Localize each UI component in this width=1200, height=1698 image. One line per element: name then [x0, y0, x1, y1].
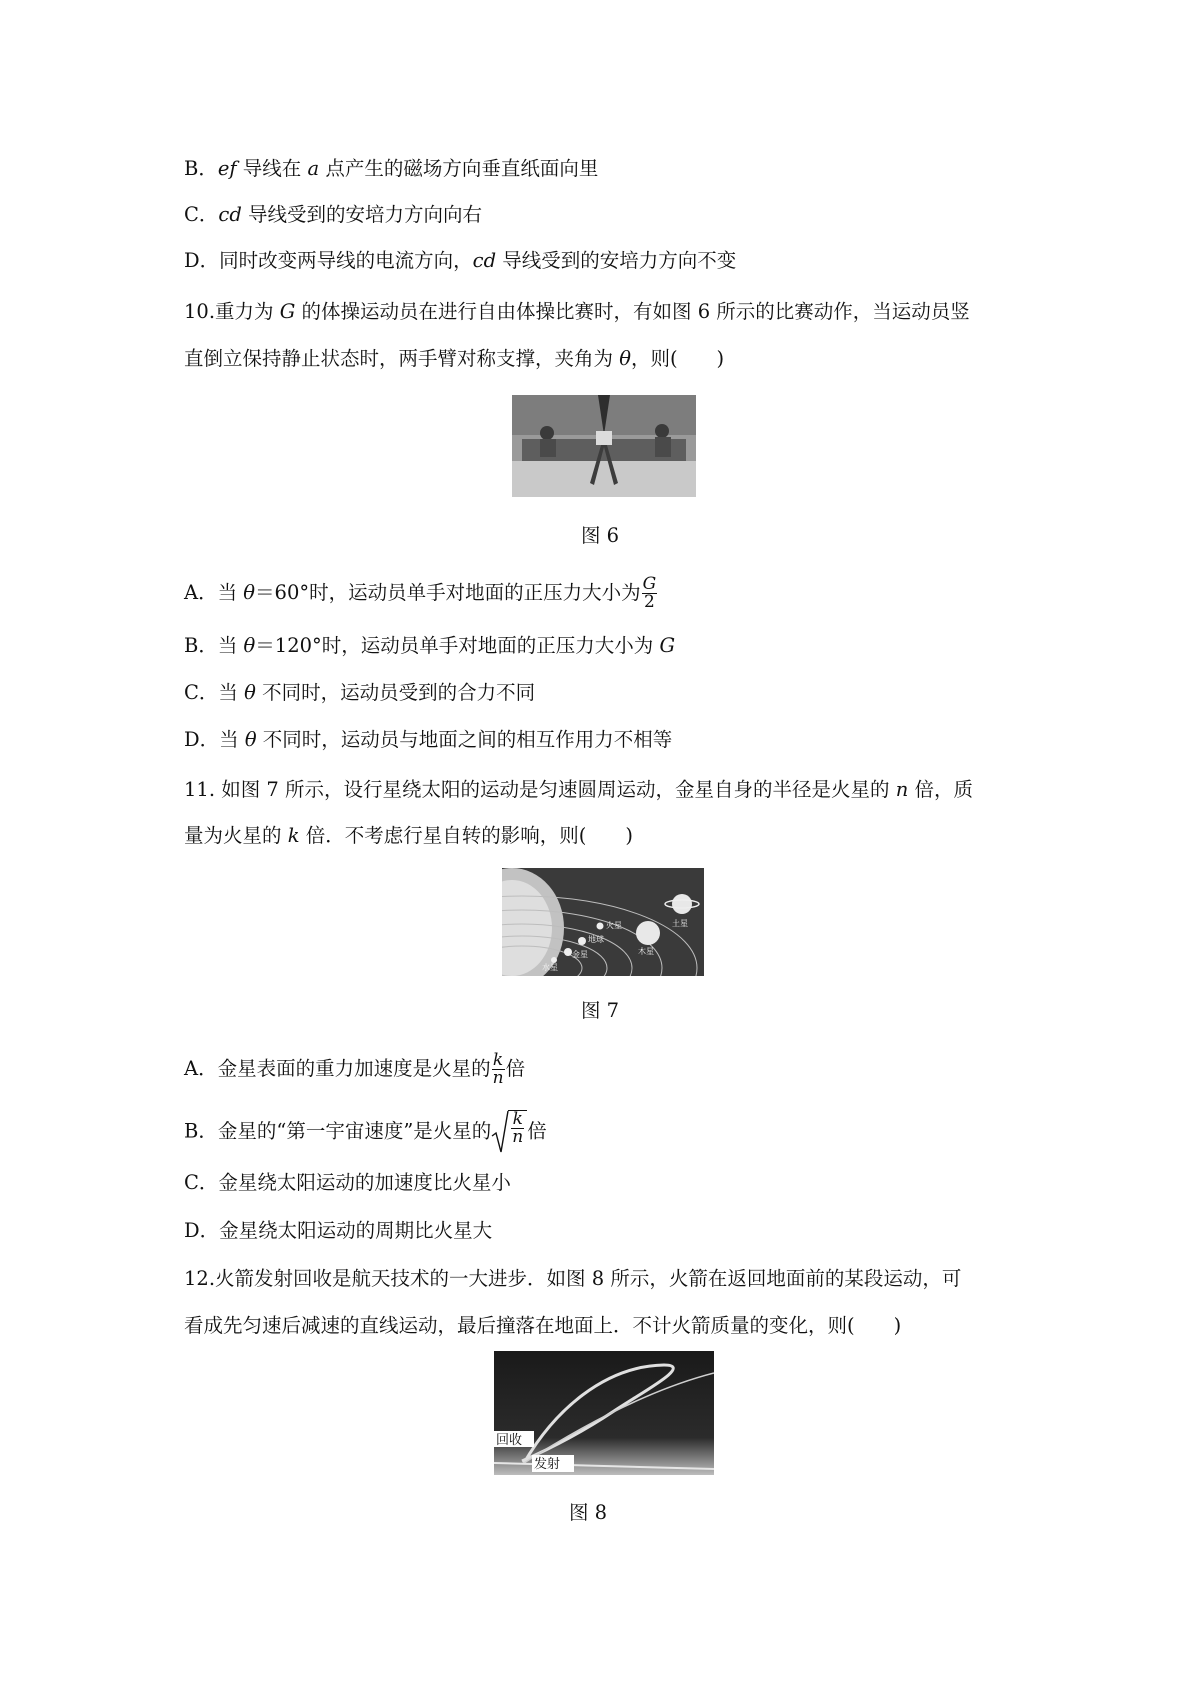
label-mercury: 水星	[542, 963, 558, 972]
label-venus: 金星	[572, 950, 588, 959]
q11-option-c: C．金星绕太阳运动的加速度比火星小	[184, 1171, 511, 1194]
figure-8-rocket-trajectory	[494, 1351, 714, 1475]
q9-option-d: D．同时改变两导线的电流方向，cd 导线受到的安培力方向不变	[184, 249, 737, 272]
q9-option-c: C．cd 导线受到的安培力方向向右	[184, 203, 483, 226]
q10-option-b: B．当 θ＝120°时，运动员单手对地面的正压力大小为 G	[184, 634, 676, 657]
fraction-g-over-2: $\frac{G}{2}$	[642, 574, 657, 612]
sqrt-k-over-n: $\frac{k}{n}$	[491, 1110, 527, 1154]
radical-sign-icon	[491, 1110, 509, 1154]
figure-6-caption: 图 6	[580, 524, 620, 547]
label-launch: 发射	[534, 1457, 561, 1472]
fraction-k-over-n: $\frac{k}{n}$	[492, 1050, 504, 1088]
figure-7-caption: 图 7	[580, 999, 620, 1022]
q11-option-a: A．金星表面的重力加速度是火星的 $\frac{k}{n}$ 倍	[184, 1050, 526, 1088]
label-earth: 地球	[588, 935, 604, 944]
q10-option-d: D．当 θ 不同时，运动员与地面之间的相互作用力不相等	[184, 728, 673, 751]
q10-stem-line1: 10.重力为 G 的体操运动员在进行自由体操比赛时，有如图 6 所示的比赛动作，当运动员竖	[184, 300, 970, 323]
figure-8-caption: 图 8	[568, 1501, 608, 1524]
q11-option-b: B．金星的“第一宇宙速度”是火星的 $\frac{k}{n}$ 倍	[184, 1110, 547, 1154]
label-saturn: 土星	[672, 919, 688, 928]
label-mars: 火星	[606, 921, 622, 930]
q9-option-b: B．ef 导线在 a 点产生的磁场方向垂直纸面向里	[184, 157, 599, 180]
q10-stem-line2: 直倒立保持静止状态时，两手臂对称支撑，夹角为 θ，则( )	[184, 347, 725, 370]
q11-stem-line2: 量为火星的 k 倍．不考虑行星自转的影响，则( )	[184, 824, 633, 847]
q11-option-d: D．金星绕太阳运动的周期比火星大	[184, 1219, 493, 1242]
label-jupiter: 木星	[638, 947, 654, 956]
label-recover: 回收	[496, 1433, 523, 1448]
q11-stem-line1: 11. 如图 7 所示，设行星绕太阳的运动是匀速圆周运动，金星自身的半径是火星的 n 倍，质	[184, 778, 973, 801]
figure-7-solar-system	[502, 868, 704, 976]
q12-stem-line1: 12.火箭发射回收是航天技术的一大进步．如图 8 所示，火箭在返回地面前的某段运动，可	[184, 1267, 962, 1290]
q10-option-c: C．当 θ 不同时，运动员受到的合力不同	[184, 681, 536, 704]
figure-6-gymnast-photo	[512, 395, 696, 497]
q10-option-a: A．当 θ＝60°时，运动员单手对地面的正压力大小为 $\frac{G}{2}$	[184, 574, 657, 612]
q12-stem-line2: 看成先匀速后减速的直线运动，最后撞落在地面上．不计火箭质量的变化，则( )	[184, 1314, 902, 1337]
